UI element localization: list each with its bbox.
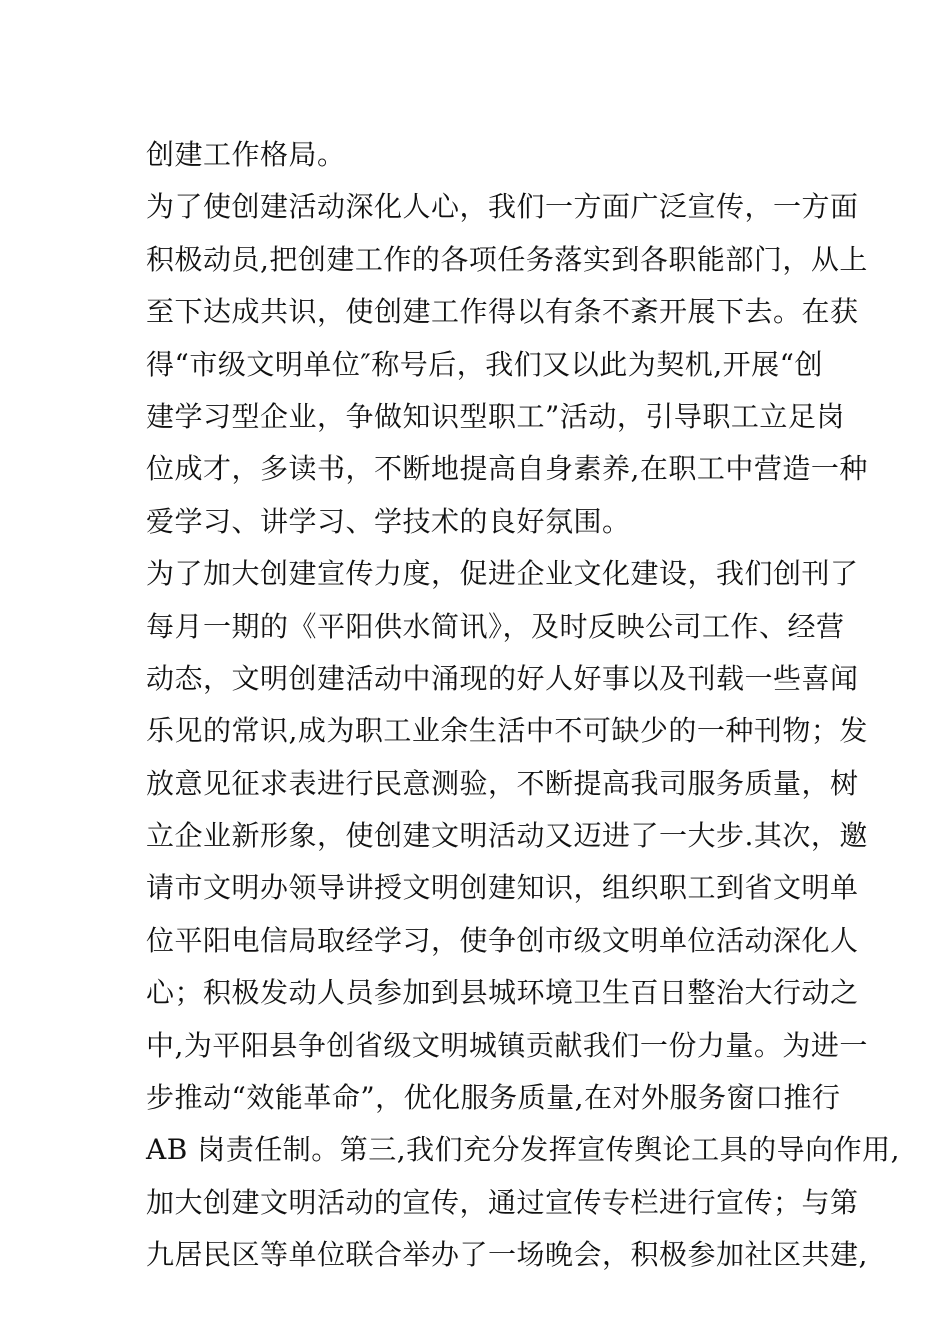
text-line: 中,为平阳县争创省级文明城镇贡献我们一份力量。为进一 — [146, 1028, 868, 1062]
text-line: 乐见的常识,成为职工业余生活中不可缺少的一种刊物；发 — [146, 714, 868, 748]
text-line: 步推动“效能革命”，优化服务质量,在对外服务窗口推行 — [146, 1081, 841, 1115]
text-line: 每月一期的《平阳供水简讯》，及时反映公司工作、经营 — [146, 609, 845, 643]
text-line: 立企业新形象，使创建文明活动又迈进了一大步.其次，邀 — [146, 819, 868, 853]
text-line: 建学习型企业，争做知识型职工”活动，引导职工立足岗 — [146, 399, 845, 433]
text-line: 为了使创建活动深化人心，我们一方面广泛宣传，一方面 — [146, 190, 859, 224]
text-line: 积极动员,把创建工作的各项任务落实到各职能部门，从上 — [146, 242, 868, 276]
text-line: 爱学习、讲学习、学技术的良好氛围。 — [146, 504, 631, 538]
text-line: 为了加大创建宣传力度，促进企业文化建设，我们创刊了 — [146, 557, 859, 591]
text-line: 得“市级文明单位″称号后，我们又以此为契机,开展“创 — [146, 347, 823, 381]
body-text — [146, 129, 901, 1282]
text-line: 动态，文明创建活动中涌现的好人好事以及刊载一些喜闻 — [146, 661, 859, 695]
text-line: 位成才，多读书，不断地提高自身素养,在职工中营造一种 — [146, 452, 868, 486]
text-line: 位平阳电信局取经学习，使争创市级文明单位活动深化人 — [146, 923, 859, 957]
text-line: 心；积极发动人员参加到县城环境卫生百日整治大行动之 — [146, 976, 859, 1010]
text-line: 至下达成共识，使创建工作得以有条不紊开展下去。在获 — [146, 295, 859, 329]
text-line: 九居民区等单位联合举办了一场晚会，积极参加社区共建, — [146, 1238, 868, 1272]
text-line: AB 岗责任制。第三,我们充分发挥宣传舆论工具的导向作用, — [146, 1133, 901, 1167]
text-line: 创建工作格局。 — [146, 138, 346, 171]
text-line: 加大创建文明活动的宣传，通过宣传专栏进行宣传；与第 — [146, 1185, 859, 1219]
text-line: 放意见征求表进行民意测验，不断提高我司服务质量，树 — [146, 766, 859, 800]
text-line: 请市文明办领导讲授文明创建知识，组织职工到省文明单 — [146, 871, 859, 905]
